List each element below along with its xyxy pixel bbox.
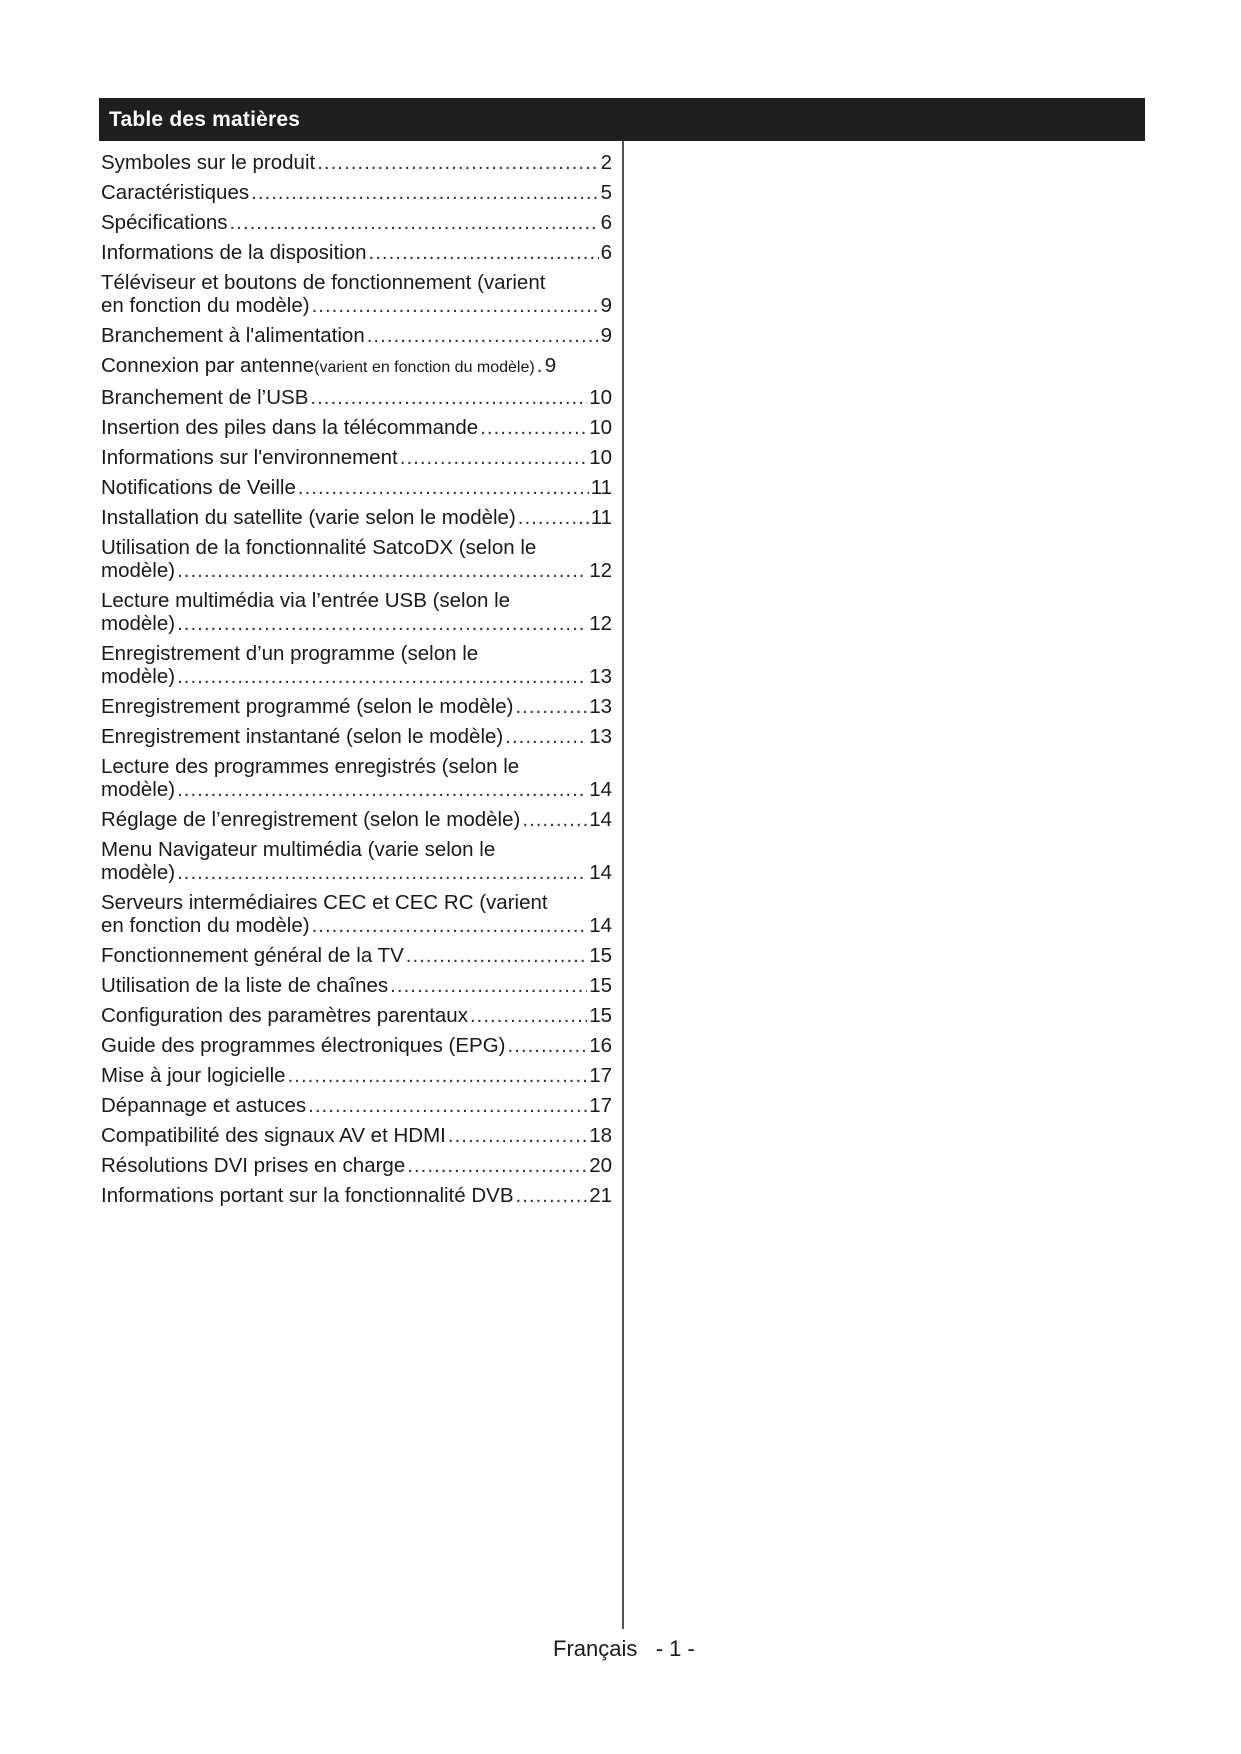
toc-entry-line: [101, 1034, 612, 1057]
toc-entry-title-text: Insertion des piles dans la télécommande: [101, 416, 479, 439]
toc-entry-title-text: en fonction du modèle): [101, 914, 310, 937]
toc-dot-leader: [369, 241, 599, 264]
toc-dot-leader: [522, 808, 587, 831]
toc-entry: [101, 1064, 612, 1087]
toc-page-number: 9: [600, 294, 612, 317]
toc-dot-leader: [288, 1064, 588, 1087]
toc-entry-title-text: modèle): [101, 559, 176, 582]
toc-entry-title-text: Réglage de l’enregistrement (selon le modèle): [101, 808, 521, 831]
toc-entry: [101, 1004, 612, 1027]
toc-page-number: 11: [590, 476, 612, 499]
toc-entry-line: [101, 665, 612, 688]
toc-entry-line: [101, 725, 612, 748]
toc-entry-title: [101, 861, 175, 884]
toc-entry-line: [101, 151, 612, 174]
toc-entry-line: [101, 416, 612, 439]
toc-entry-line: [101, 695, 612, 718]
toc-page-number: 15: [589, 1004, 612, 1027]
toc-dot-leader: [448, 1124, 587, 1147]
toc-page-number: 13: [589, 725, 612, 748]
toc-entry-line: [101, 1004, 612, 1027]
toc-page-number: 15: [589, 944, 612, 967]
toc-entry-title-text: modèle): [101, 665, 176, 688]
toc-entry: [101, 808, 612, 831]
toc-entry-title: [101, 324, 365, 347]
toc-page-number: 5: [600, 181, 612, 204]
toc-entry-title: [101, 1004, 468, 1027]
page-footer: [553, 1636, 695, 1662]
toc-page-number: 13: [589, 695, 612, 718]
toc-entry: [101, 446, 612, 469]
toc-dot-leader: [480, 416, 587, 439]
toc-page-number: 17: [589, 1064, 612, 1087]
toc-entry: [101, 324, 612, 347]
toc-entry-line: [101, 861, 612, 884]
toc-page-number: 16: [589, 1034, 612, 1057]
toc-dot-leader: [312, 914, 588, 937]
toc-entry-title: [101, 725, 503, 748]
toc-entry-title-text: Enregistrement programmé (selon le modèle): [101, 695, 514, 718]
toc-entry-title-text: en fonction du modèle): [101, 294, 310, 317]
toc-entry-title-text: Dépannage et astuces: [101, 1094, 307, 1117]
toc-page-number: 14: [589, 861, 612, 884]
toc-entry: [101, 536, 612, 582]
toc-entry: [101, 1124, 612, 1147]
toc-dot-leader: [515, 695, 587, 718]
toc-page-number: 11: [590, 506, 612, 529]
toc-entry: [101, 1034, 612, 1057]
toc-entry-line: [101, 1094, 612, 1117]
toc-entry-title-text: Caractéristiques: [101, 181, 250, 204]
table-of-contents: [101, 151, 612, 1214]
toc-page-number: 10: [589, 416, 612, 439]
toc-page-number: 6: [600, 241, 612, 264]
toc-dot-leader: [508, 1034, 588, 1057]
toc-entry-title-text: Compatibilité des signaux AV et HDMI: [101, 1124, 446, 1147]
toc-entry-title-text: modèle): [101, 861, 176, 884]
toc-page-number: 18: [589, 1124, 612, 1147]
toc-entry-title: [101, 974, 388, 997]
toc-entry-title: [101, 1184, 514, 1207]
toc-entry-line: [101, 294, 612, 317]
toc-dot-leader: [516, 1184, 588, 1207]
toc-page-number: 10: [589, 386, 612, 409]
toc-entry-line: [101, 778, 612, 801]
toc-entry-title-text: Résolutions DVI prises en charge: [101, 1154, 406, 1177]
toc-entry-title-text: Guide des programmes électroniques (EPG): [101, 1034, 506, 1057]
toc-entry-title: [101, 476, 296, 499]
toc-entry-title: [101, 241, 367, 264]
toc-entry-title-text: modèle): [101, 612, 176, 635]
toc-entry: [101, 151, 612, 174]
toc-entry-line: [101, 944, 612, 967]
toc-dot-leader: [505, 725, 587, 748]
toc-entry-line: [101, 612, 612, 635]
toc-entry-title: [101, 695, 513, 718]
toc-entry: [101, 695, 612, 718]
toc-dot-leader: [177, 559, 587, 582]
toc-entry: [101, 944, 612, 967]
toc-entry-title-text: Mise à jour logicielle: [101, 1064, 286, 1087]
toc-page-number: 9: [600, 324, 612, 347]
toc-page-number: 9: [544, 354, 557, 377]
toc-entry-note: (varient en fonction du modèle): [314, 359, 535, 376]
toc-page-number: 12: [589, 612, 612, 635]
toc-entry-title-text: Connexion par antenne: [101, 354, 315, 377]
toc-title: Table des matières: [109, 107, 301, 131]
toc-entry: [101, 1154, 612, 1177]
toc-entry: [101, 181, 612, 204]
toc-dot-leader: [312, 294, 599, 317]
toc-entry-title-line: Enregistrement d’un programme (selon le: [101, 642, 479, 665]
toc-entry-title: [101, 416, 478, 439]
toc-page-number: 14: [589, 778, 612, 801]
toc-entry-title-text: Notifications de Veille: [101, 476, 296, 499]
toc-entry: [101, 416, 612, 439]
toc-entry-title-line: Utilisation de la fonctionnalité SatcoDX (selon le: [101, 536, 537, 559]
toc-page-number: 6: [600, 211, 612, 234]
toc-entry-title: [101, 151, 315, 174]
toc-entry: [101, 725, 612, 748]
toc-entry-title-line: Lecture multimédia via l’entrée USB (selon le: [101, 589, 511, 612]
toc-entry-line: [101, 386, 612, 409]
toc-dot-leader: [518, 506, 589, 529]
toc-entry-title-text: Informations sur l'environnement: [101, 446, 398, 469]
toc-page-number: 17: [589, 1094, 612, 1117]
toc-entry-title: [101, 1034, 506, 1057]
toc-entry-line: [101, 324, 612, 347]
toc-entry: [101, 506, 612, 529]
toc-entry-title: [101, 914, 310, 937]
toc-entry-line: [101, 241, 612, 264]
toc-entry-title-text: Utilisation de la liste de chaînes: [101, 974, 389, 997]
toc-entry-title: [101, 181, 249, 204]
toc-page-number: 13: [589, 665, 612, 688]
toc-entry-title: [101, 612, 175, 635]
toc-entry-title-line: Menu Navigateur multimédia (varie selon le: [101, 838, 496, 861]
toc-entry: [101, 1094, 612, 1117]
toc-dot-leader: [177, 778, 587, 801]
toc-entry-title-text: Installation du satellite (varie selon le modèle): [101, 506, 516, 529]
toc-page-number: 12: [589, 559, 612, 582]
toc-entry-title-text: Branchement de l’USB: [101, 386, 309, 409]
toc-entry-title: [101, 1064, 286, 1087]
toc-entry: [101, 838, 612, 884]
toc-dot-leader: [537, 354, 543, 377]
toc-entry-line: [101, 476, 612, 499]
toc-entry-title: [101, 559, 175, 582]
toc-entry-line: [101, 1154, 612, 1177]
toc-header-bar: [99, 98, 1145, 141]
toc-entry-title-text: Branchement à l'alimentation: [101, 324, 365, 347]
toc-entry: [101, 211, 612, 234]
toc-entry-title: [101, 1094, 306, 1117]
toc-entry: [101, 755, 612, 801]
toc-entry-title-text: Fonctionnement général de la TV: [101, 944, 404, 967]
toc-entry-line: [101, 974, 612, 997]
toc-dot-leader: [251, 181, 598, 204]
toc-entry-title-text: modèle): [101, 778, 176, 801]
toc-entry-title: [101, 354, 535, 379]
toc-entry-line: [101, 211, 612, 234]
toc-page-number: 20: [589, 1154, 612, 1177]
toc-page-number: 15: [589, 974, 612, 997]
toc-entry-line: [101, 1124, 612, 1147]
toc-dot-leader: [470, 1004, 587, 1027]
toc-entry-line: [101, 446, 612, 469]
toc-entry: [101, 974, 612, 997]
toc-entry-title-text: Informations portant sur la fonctionnalité DVB: [101, 1184, 514, 1207]
toc-entry-title: [101, 778, 175, 801]
toc-entry: [101, 386, 612, 409]
toc-dot-leader: [177, 612, 587, 635]
toc-dot-leader: [367, 324, 599, 347]
toc-page-number: 2: [600, 151, 612, 174]
toc-dot-leader: [310, 386, 587, 409]
toc-entry-title: [101, 506, 516, 529]
toc-entry-title-text: Spécifications: [101, 211, 228, 234]
toc-dot-leader: [308, 1094, 587, 1117]
toc-entry-title: [101, 808, 520, 831]
toc-entry-line: [101, 559, 612, 582]
toc-entry-line: [101, 1184, 612, 1207]
toc-entry-title: [101, 294, 310, 317]
footer-page-number: - 1 -: [655, 1636, 695, 1661]
toc-entry-line: [101, 506, 612, 529]
toc-entry-line: [101, 1064, 612, 1087]
toc-entry-title: [101, 944, 404, 967]
toc-entry-title: [101, 446, 398, 469]
toc-entry-title-text: Configuration des paramètres parentaux: [101, 1004, 468, 1027]
toc-entry-title-line: Téléviseur et boutons de fonctionnement (varient: [101, 271, 546, 294]
toc-entry: [101, 476, 612, 499]
toc-page-number: 14: [589, 808, 612, 831]
toc-dot-leader: [400, 446, 587, 469]
toc-entry-title-line: Lecture des programmes enregistrés (selon le: [101, 755, 520, 778]
toc-page-number: 10: [589, 446, 612, 469]
toc-entry-line: [101, 808, 612, 831]
toc-entry-title: [101, 211, 227, 234]
toc-dot-leader: [177, 665, 587, 688]
toc-entry-title-text: Informations de la disposition: [101, 241, 367, 264]
toc-entry-line: [101, 354, 612, 379]
toc-entry: [101, 271, 612, 317]
column-divider: [622, 141, 624, 1629]
toc-entry: [101, 354, 612, 379]
footer-language: Français: [553, 1636, 638, 1661]
toc-entry-line: [101, 181, 612, 204]
toc-entry: [101, 1184, 612, 1207]
toc-page-number: 14: [589, 914, 612, 937]
toc-entry-title: [101, 665, 175, 688]
toc-dot-leader: [407, 1154, 587, 1177]
toc-entry: [101, 642, 612, 688]
toc-entry-title: [101, 386, 308, 409]
toc-entry: [101, 241, 612, 264]
toc-dot-leader: [298, 476, 589, 499]
toc-dot-leader: [390, 974, 587, 997]
toc-entry-line: [101, 914, 612, 937]
toc-entry: [101, 891, 612, 937]
toc-dot-leader: [229, 211, 598, 234]
toc-entry-title-text: Enregistrement instantané (selon le modèle): [101, 725, 504, 748]
toc-entry-title-line: Serveurs intermédiaires CEC et CEC RC (varient: [101, 891, 548, 914]
toc-dot-leader: [177, 861, 587, 884]
toc-dot-leader: [317, 151, 598, 174]
toc-entry-title: [101, 1124, 446, 1147]
toc-entry-title-text: Symboles sur le produit: [101, 151, 316, 174]
toc-page-number: 21: [589, 1184, 612, 1207]
toc-dot-leader: [406, 944, 587, 967]
toc-entry-title: [101, 1154, 405, 1177]
toc-entry: [101, 589, 612, 635]
